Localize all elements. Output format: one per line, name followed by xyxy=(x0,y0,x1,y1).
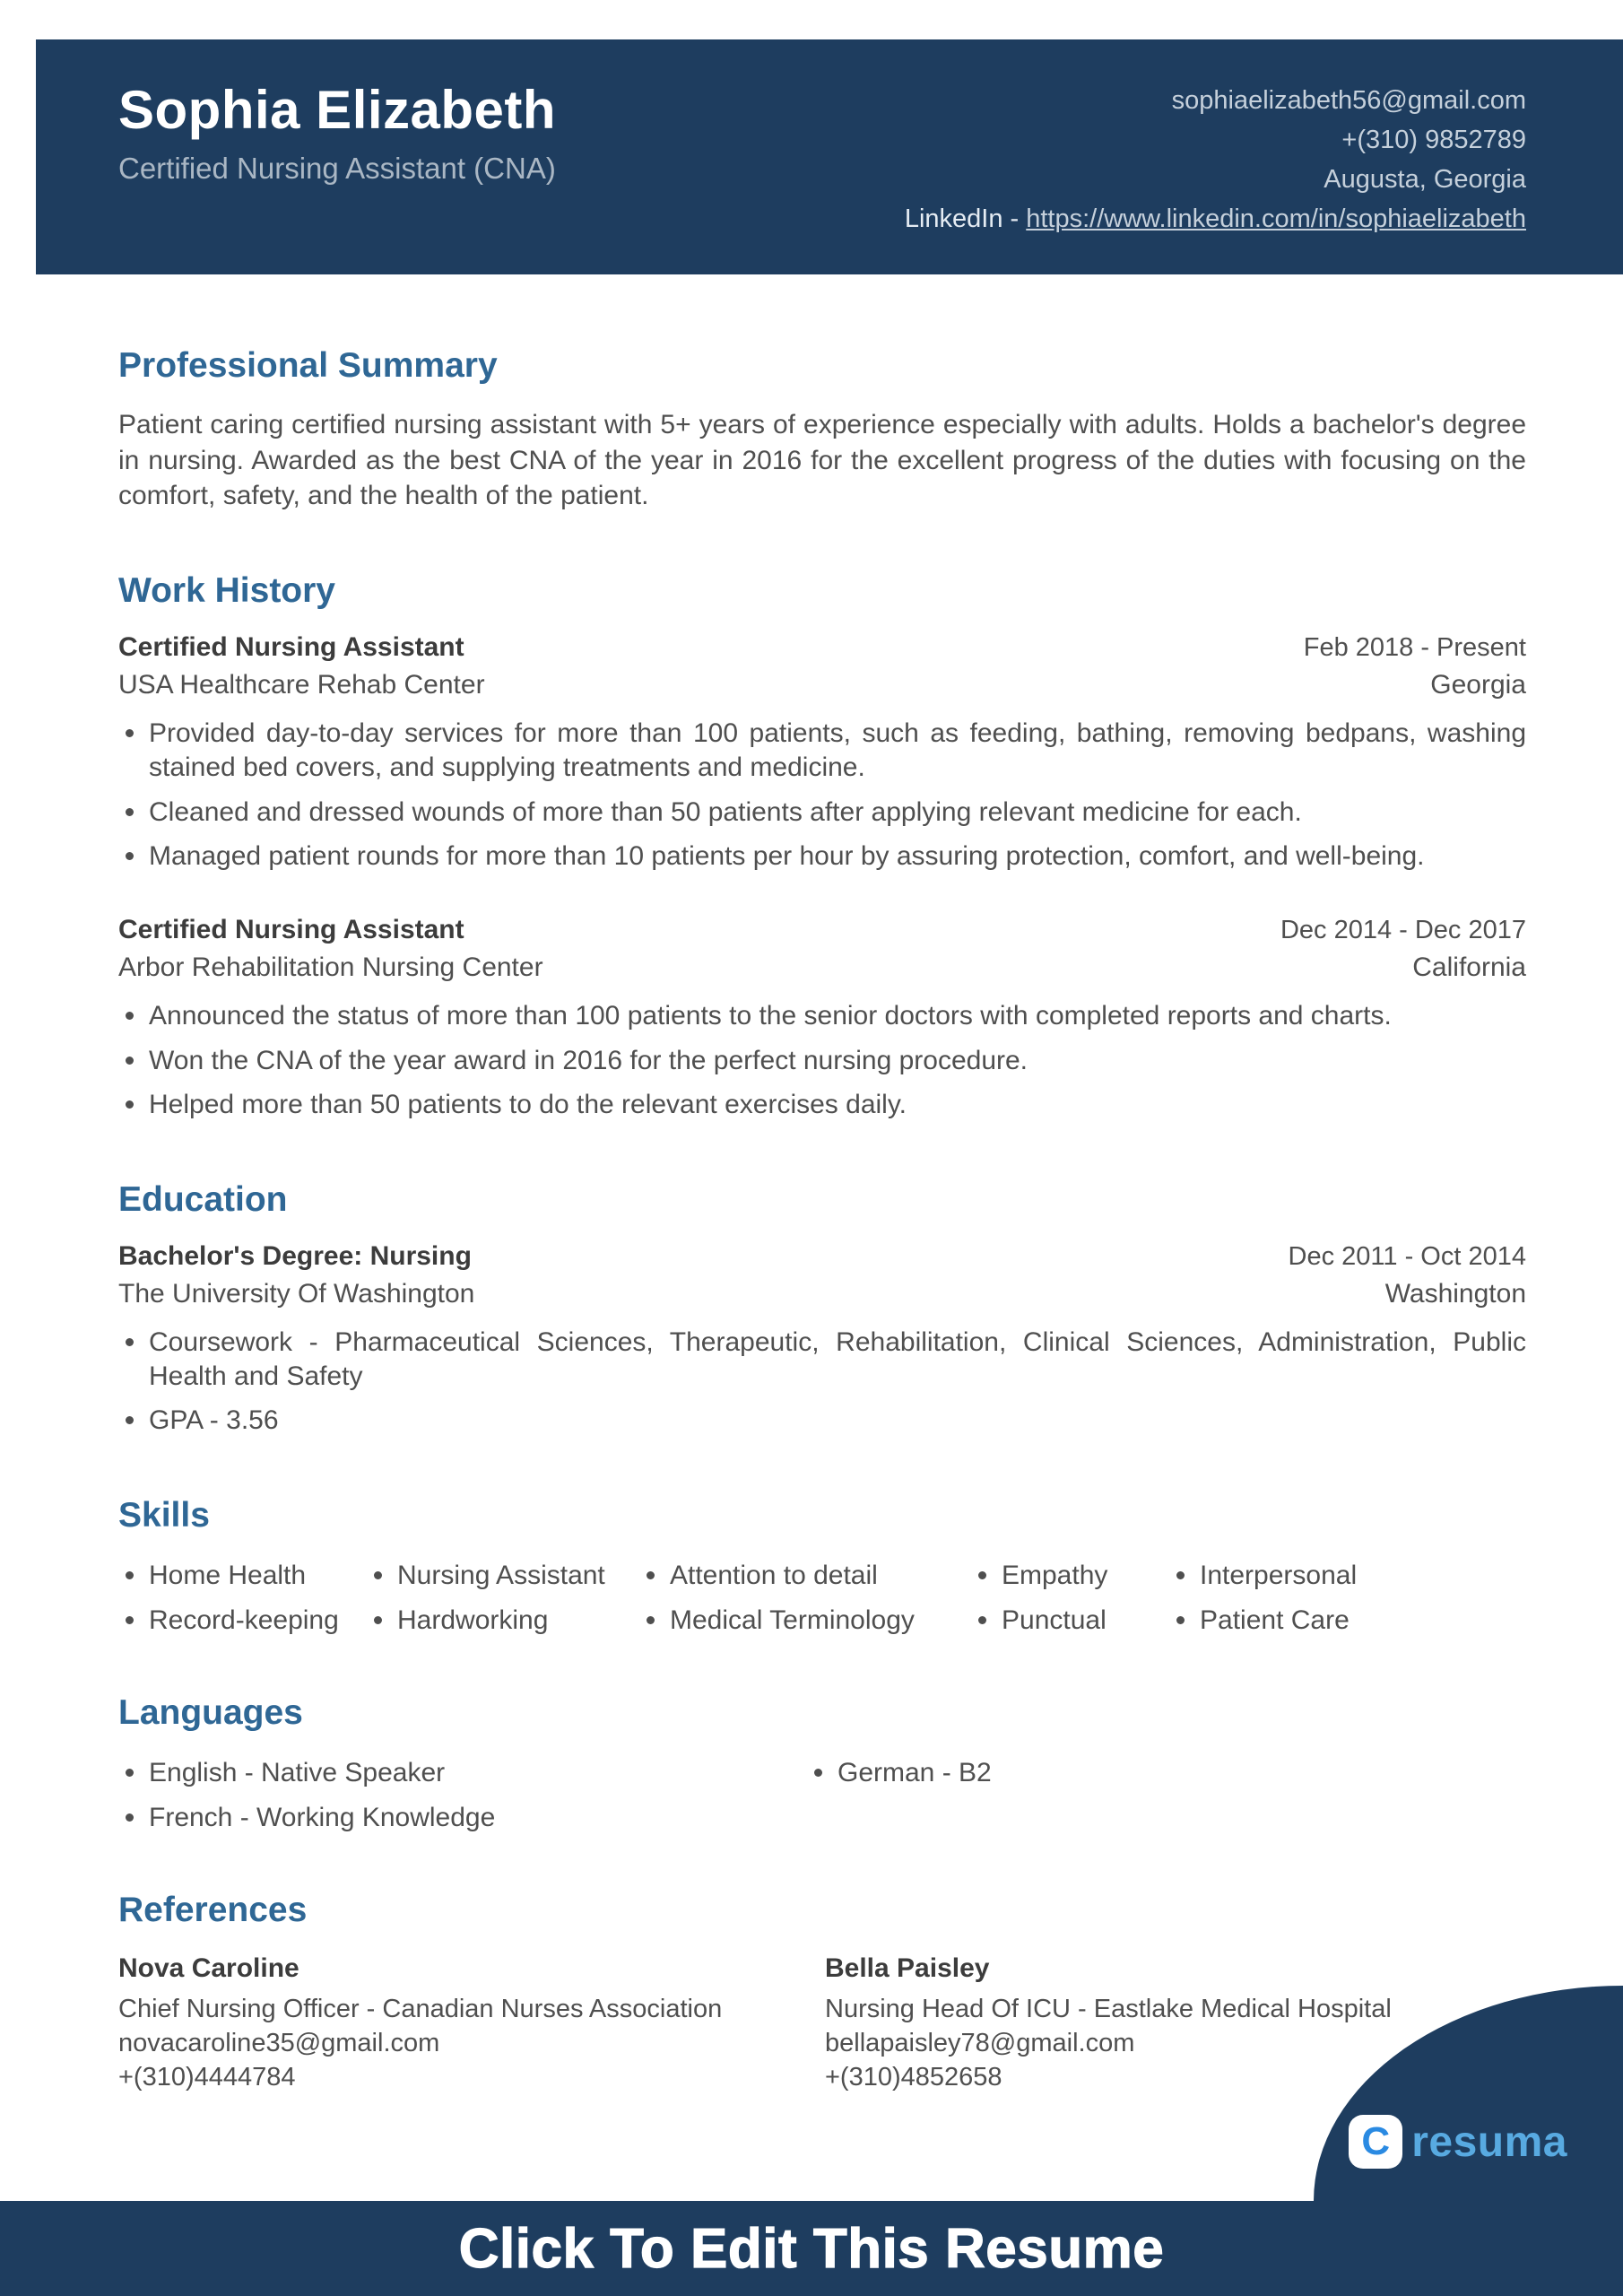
section-work-history xyxy=(118,571,1526,1123)
linkedin-label: LinkedIn - xyxy=(904,204,1027,233)
education-school: The University Of Washington xyxy=(118,1278,475,1309)
summary-text: Patient caring certified nursing assistant with 5+ years of experience especially with adults. Holds a bachelor's degree in nursing. Awarded as the best CNA of the year in 2016 for the excellent progress of the duties with focusing on the comfort, safety, and the health of the patient. xyxy=(118,410,1526,511)
job-title: Certified Nursing Assistant xyxy=(118,915,464,945)
job-sub-row xyxy=(118,952,1526,983)
job-entry xyxy=(118,632,1526,874)
languages-list xyxy=(118,1758,1526,1833)
education-bullet-list xyxy=(118,1326,1526,1439)
bullet-item: GPA - 3.56 xyxy=(118,1404,1526,1438)
education-sub-row xyxy=(118,1279,1526,1309)
brand-logo-icon: C xyxy=(1349,2115,1402,2169)
bullet-item: Managed patient rounds for more than 10 patients per hour by assuring protection, comfort, and well-being. xyxy=(118,839,1526,874)
resume-body xyxy=(0,346,1623,2094)
skill-item: Punctual xyxy=(971,1605,1169,1636)
job-location: Georgia xyxy=(1430,669,1526,700)
linkedin-link[interactable]: https://www.linkedin.com/in/sophiaelizabeth xyxy=(1026,204,1526,233)
bullet-item: Announced the status of more than 100 patients to the senior doctors with completed reports and charts. xyxy=(118,999,1526,1033)
job-location: California xyxy=(1412,952,1526,983)
education-dates: Dec 2011 - Oct 2014 xyxy=(1288,1241,1526,1271)
contact-block xyxy=(905,79,1526,274)
reference-role: Chief Nursing Officer - Canadian Nurses Association xyxy=(118,1994,723,2023)
job-company: Arbor Rehabilitation Nursing Center xyxy=(118,952,543,983)
job-title: Certified Nursing Assistant xyxy=(118,631,464,662)
reference-phone: +(310)4852658 xyxy=(825,2062,1002,2092)
summary-heading: Professional Summary xyxy=(118,346,498,385)
education-title-row xyxy=(118,1241,1526,1272)
contact-linkedin xyxy=(905,199,1526,239)
skill-item: Attention to detail xyxy=(639,1561,971,1591)
language-item: German - B2 xyxy=(807,1758,1526,1788)
references-heading: References xyxy=(118,1890,308,1929)
skill-item: Patient Care xyxy=(1169,1605,1526,1636)
section-references xyxy=(118,1891,1526,2094)
job-dates: Feb 2018 - Present xyxy=(1303,632,1526,662)
skill-item: Home Health xyxy=(118,1561,367,1591)
section-professional-summary xyxy=(118,346,1526,514)
job-bullet-list xyxy=(118,717,1526,874)
bullet-item: Provided day-to-day services for more than 100 patients, such as feeding, bathing, removing bedpans, washing stained bed covers, and supplying treatments and medicine. xyxy=(118,717,1526,786)
contact-email: sophiaelizabeth56@gmail.com xyxy=(1171,86,1526,115)
reference-email: bellapaisley78@gmail.com xyxy=(825,2028,1135,2057)
edit-cta-bar[interactable] xyxy=(0,2201,1623,2296)
section-languages xyxy=(118,1693,1526,1833)
candidate-name: Sophia Elizabeth xyxy=(118,80,557,140)
education-location: Washington xyxy=(1384,1278,1526,1309)
education-heading: Education xyxy=(118,1179,288,1219)
bullet-item: Helped more than 50 patients to do the relevant exercises daily. xyxy=(118,1088,1526,1122)
reference-name: Bella Paisley xyxy=(825,1952,990,1983)
language-item: French - Working Knowledge xyxy=(118,1803,807,1833)
section-education xyxy=(118,1180,1526,1439)
skill-item: Record-keeping xyxy=(118,1605,367,1636)
resume-header xyxy=(36,39,1623,274)
header-identity xyxy=(118,79,556,274)
candidate-title: Certified Nursing Assistant (CNA) xyxy=(118,152,556,185)
skills-heading: Skills xyxy=(118,1495,210,1535)
skill-item: Medical Terminology xyxy=(639,1605,971,1636)
language-item: English - Native Speaker xyxy=(118,1758,807,1788)
bullet-item: Coursework - Pharmaceutical Sciences, Therapeutic, Rehabilitation, Clinical Sciences, Administration, Public Health and Safety xyxy=(118,1326,1526,1395)
skill-item: Nursing Assistant xyxy=(367,1561,639,1591)
brand-logo-text: resuma xyxy=(1411,2118,1567,2166)
degree-title: Bachelor's Degree: Nursing xyxy=(118,1240,472,1271)
skill-item: Interpersonal xyxy=(1169,1561,1526,1591)
job-sub-row xyxy=(118,670,1526,700)
job-company: USA Healthcare Rehab Center xyxy=(118,669,485,700)
job-dates: Dec 2014 - Dec 2017 xyxy=(1280,916,1526,945)
reference-role: Nursing Head Of ICU - Eastlake Medical Hospital xyxy=(825,1994,1392,2023)
references-grid xyxy=(118,1953,1526,2094)
job-bullet-list xyxy=(118,999,1526,1122)
brand-logo[interactable] xyxy=(1349,2115,1567,2169)
reference-email: novacaroline35@gmail.com xyxy=(118,2028,440,2057)
bullet-item: Cleaned and dressed wounds of more than 50 patients after applying relevant medicine for each. xyxy=(118,796,1526,830)
skill-item: Empathy xyxy=(971,1561,1169,1591)
edit-cta-label: Click To Edit This Resume xyxy=(458,2217,1165,2280)
contact-location: Augusta, Georgia xyxy=(1324,165,1526,194)
reference-name: Nova Caroline xyxy=(118,1952,299,1983)
reference-phone: +(310)4444784 xyxy=(118,2062,296,2092)
bullet-item: Won the CNA of the year award in 2016 for the perfect nursing procedure. xyxy=(118,1044,1526,1078)
education-entry xyxy=(118,1241,1526,1439)
skill-item: Hardworking xyxy=(367,1605,639,1636)
languages-heading: Languages xyxy=(118,1692,303,1732)
work-history-heading: Work History xyxy=(118,570,335,610)
job-entry xyxy=(118,915,1526,1122)
skills-list xyxy=(118,1561,1526,1636)
job-title-row xyxy=(118,632,1526,663)
reference-entry xyxy=(118,1953,825,2094)
job-title-row xyxy=(118,915,1526,945)
contact-phone: +(310) 9852789 xyxy=(1341,126,1526,154)
section-skills xyxy=(118,1496,1526,1636)
